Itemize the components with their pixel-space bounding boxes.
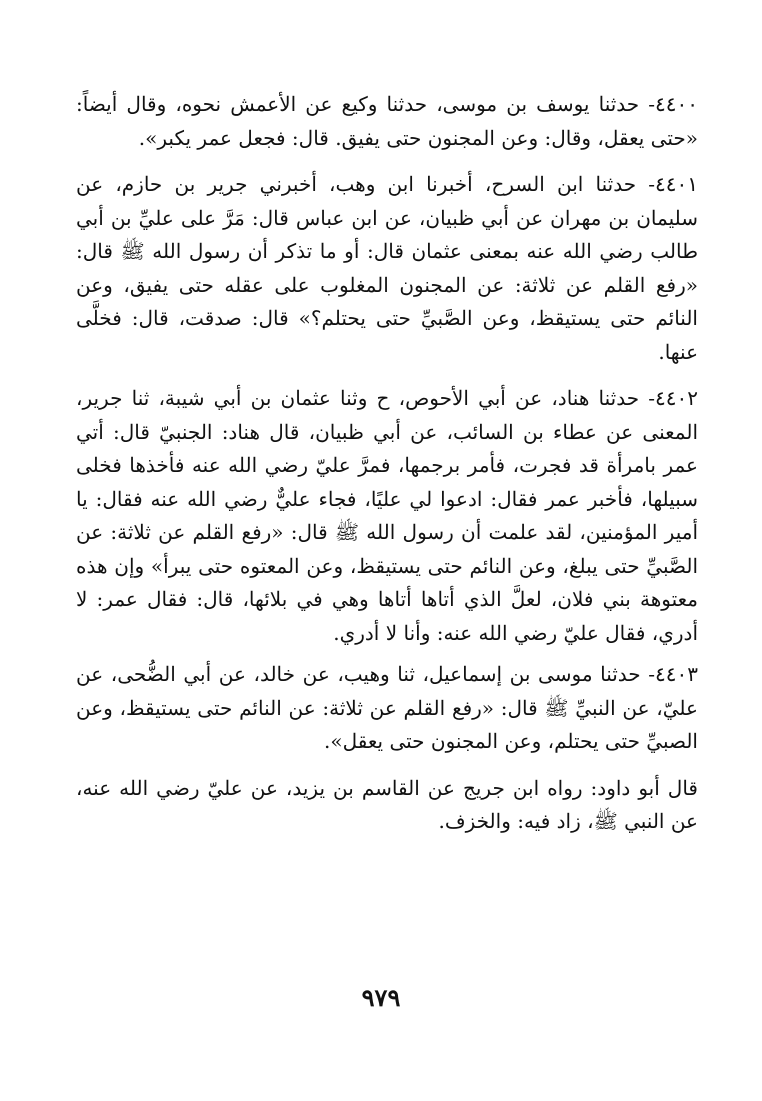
hadith-4402: ٤٤٠٢- حدثنا هناد، عن أبي الأحوص، ح وثنا عثمان بن أبي شيبة، ثنا جرير، المعنى عن عطاء بن السائب، عن أبي ظبيان، قال هناد: الجنبيّ قال: أتي عمر بامرأة قد فجرت، فأمر برجمها، فمرَّ عليّ رضي الله عنه فأخذها فخلى سبيلها، فأخبر عمر فقال: ادعوا لي عليًا، فجاء عليٌّ رضي الله عنه فقال: يا أمير المؤمنين، لقد علمت أن رسول الله ﷺ قال: «رفع القلم عن ثلاثة: عن الصَّبيِّ حتى يبلغ، وعن النائم حتى يستيقظ، وعن المعتوه حتى يبرأ» وإن هذه معتوهة بني فلان، لعلَّ الذي أتاها أتاها وهي في بلائها، قال: فقال عمر: لا أدري، فقال عليّ رضي الله عنه: وأنا لا أدري. (76, 386, 698, 645)
hadith-4401: ٤٤٠١- حدثنا ابن السرح، أخبرنا ابن وهب، أخبرني جرير بن حازم، عن سليمان بن مهران عن أبي ظبيان، عن ابن عباس قال: مَرَّ على عليِّ بن أبي طالب رضي الله عنه بمعنى عثمان قال: أو ما تذكر أن رسول الله ﷺ قال: «رفع القلم عن ثلاثة: عن المجنون المغلوب على عقله حتى يفيق، وعن النائم حتى يستيقظ، وعن الصَّبيِّ حتى يحتلم؟» قال: صدقت، قال: فخلَّى عنها. (76, 172, 698, 364)
page-body (76, 88, 698, 839)
hadith-4403: ٤٤٠٣- حدثنا موسى بن إسماعيل، ثنا وهيب، عن خالد، عن أبي الضُّحى، عن عليّ، عن النبيِّ ﷺ قال: «رفع القلم عن ثلاثة: عن النائم حتى يستيقظ، وعن الصبيِّ حتى يحتلم، وعن المجنون حتى يعقل». (76, 662, 698, 753)
abu-dawud-note: قال أبو داود: رواه ابن جريج عن القاسم بن يزيد، عن عليّ رضي الله عنه، عن النبي ﷺ، زاد فيه: والخزف. (76, 775, 698, 833)
page-number: ٩٧٩ (361, 983, 401, 1012)
hadith-4400: ٤٤٠٠- حدثنا يوسف بن موسى، حدثنا وكيع عن الأعمش نحوه، وقال أيضاً: «حتى يعقل، وقال: وعن المجنون حتى يفيق. قال: فجعل عمر يكبر». (76, 92, 698, 150)
